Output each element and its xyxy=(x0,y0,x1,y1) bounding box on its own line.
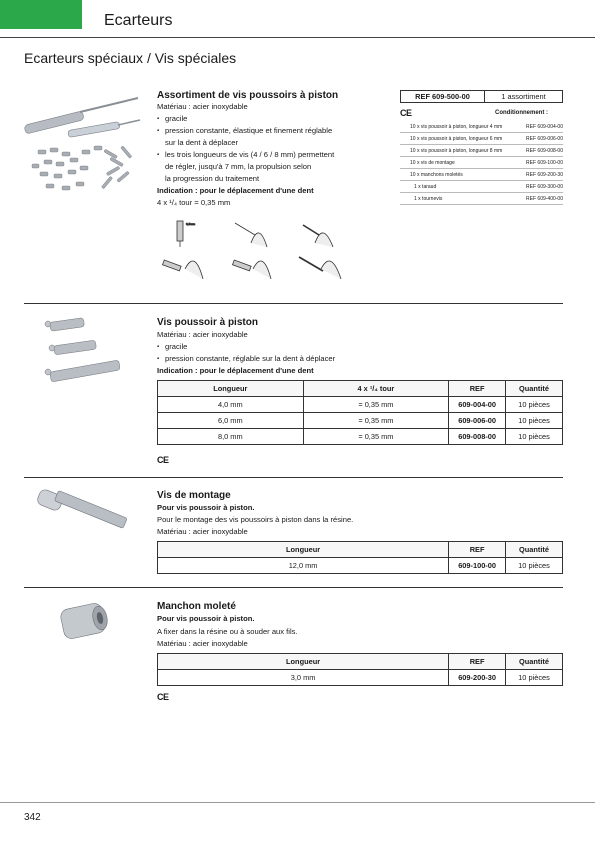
table-row xyxy=(158,397,563,413)
ce-mark-icon: CE xyxy=(400,108,412,118)
list-item: 1 x tournevis REF 609-400-00 xyxy=(400,193,563,205)
table-cell: 10 pièces xyxy=(506,670,563,686)
table-cell: = 0,35 mm xyxy=(303,429,449,445)
piston-screw-6mm-icon xyxy=(49,340,96,355)
column-header: REF xyxy=(449,381,506,397)
section-divider xyxy=(24,587,563,588)
list-item: 10 x vis poussoir à piston, longueur 6 mm REF 609-006-00 xyxy=(400,133,563,145)
mounting-title: Vis de montage xyxy=(157,490,231,501)
piston-title: Vis poussoir à piston xyxy=(157,317,258,328)
sleeve-material: Matériau : acier inoxydable xyxy=(157,639,248,648)
mounting-material: Matériau : acier inoxydable xyxy=(157,527,248,536)
piston-screw-4mm-icon xyxy=(45,318,85,332)
table-row xyxy=(158,558,563,574)
sleeve-subtitle: Pour vis poussoir à piston. xyxy=(157,614,255,623)
usage-step-2-icon xyxy=(235,223,267,247)
assortment-pack: 1 assortiment xyxy=(501,92,546,101)
table-cell: = 0,35 mm xyxy=(303,413,449,429)
table-cell: 8,0 mm xyxy=(158,429,304,445)
table-cell: 609-100-00 xyxy=(449,558,506,574)
tap-icon xyxy=(68,120,140,137)
sleeve-title: Manchon moleté xyxy=(157,601,236,612)
column-header: REF xyxy=(449,654,506,670)
assortment-title: Assortiment de vis poussoirs à piston xyxy=(157,90,339,101)
mounting-screw-image xyxy=(34,488,134,548)
svg-text:0,5mm: 0,5mm xyxy=(186,222,196,226)
section-divider xyxy=(24,477,563,478)
table-cell: 609-200-30 xyxy=(449,670,506,686)
sleeve-description: A fixer dans la résine ou à souder aux fils. xyxy=(157,627,298,636)
assortment-feature: ▪ les trois longueurs de vis (4 / 6 / 8 mm) permettent de régler, jusqu'à 7 mm, la propulsion selon la progression du traitement xyxy=(157,149,334,185)
column-header: Longueur xyxy=(158,542,449,558)
mounting-subtitle: Pour vis poussoir à piston. xyxy=(157,503,255,512)
list-item: 10 x vis poussoir à piston, longueur 8 mm REF 609-008-00 xyxy=(400,145,563,157)
piston-feature-list xyxy=(157,341,335,365)
table-row xyxy=(158,429,563,445)
footer-divider xyxy=(0,802,595,803)
usage-step-3-icon xyxy=(303,225,333,247)
chapter-title: Ecarteurs xyxy=(104,12,173,29)
table-cell: 12,0 mm xyxy=(158,558,449,574)
piston-feature: ▪ gracile xyxy=(157,341,335,353)
piston-screws-image xyxy=(40,312,130,382)
table-cell: 4,0 mm xyxy=(158,397,304,413)
column-header: Quantité xyxy=(506,654,563,670)
assortment-feature-list xyxy=(157,113,334,185)
mounting-screw-icon xyxy=(36,488,127,528)
assortment-feature: ▪ gracile xyxy=(157,113,334,125)
column-header: Quantité xyxy=(506,381,563,397)
usage-step-6-icon xyxy=(299,257,341,279)
column-header: Longueur xyxy=(158,654,449,670)
piston-material: Matériau : acier inoxydable xyxy=(157,330,248,339)
assortment-material: Matériau : acier inoxydable xyxy=(157,102,248,111)
column-header: REF xyxy=(449,542,506,558)
table-cell: = 0,35 mm xyxy=(303,397,449,413)
assortment-turn-text: 4 x ¹/₄ tour = 0,35 mm xyxy=(157,198,231,207)
piston-indication: Indication : pour le déplacement d'une dent xyxy=(157,366,314,375)
list-item: 10 x manchons moletés REF 609-200-30 xyxy=(400,169,563,181)
assortment-ref: REF 609-500-00 xyxy=(401,91,485,102)
piston-screw-8mm-icon xyxy=(45,360,120,382)
ce-mark-icon: CE xyxy=(157,692,169,702)
table-cell: 10 pièces xyxy=(506,397,563,413)
table-header-row xyxy=(158,542,563,558)
knurled-sleeve-icon xyxy=(59,602,109,640)
section-title: Ecarteurs spéciaux / Vis spéciales xyxy=(24,50,237,66)
list-item: 10 x vis de montage REF 609-100-00 xyxy=(400,157,563,169)
table-cell: 609-006-00 xyxy=(449,413,506,429)
table-header-row xyxy=(158,381,563,397)
header-divider xyxy=(0,37,595,38)
table-header-row xyxy=(158,654,563,670)
table-cell: 6,0 mm xyxy=(158,413,304,429)
column-header: Longueur xyxy=(158,381,304,397)
usage-step-1-icon xyxy=(177,221,196,247)
page-number: 342 xyxy=(24,812,41,823)
table-cell: 3,0 mm xyxy=(158,670,449,686)
table-row xyxy=(158,670,563,686)
conditioning-label: Conditionnement : xyxy=(495,110,548,116)
piston-spec-table xyxy=(157,380,563,445)
table-cell: 10 pièces xyxy=(506,558,563,574)
table-cell: 10 pièces xyxy=(506,429,563,445)
ce-mark-icon: CE xyxy=(157,455,169,465)
assortment-feature: ▪ pression constante, élastique et finement réglable sur la dent à déplacer xyxy=(157,125,334,149)
knurled-sleeve-image xyxy=(56,598,116,648)
assortment-ref-box xyxy=(400,90,563,103)
usage-illustrations xyxy=(155,213,355,293)
usage-step-4-icon xyxy=(163,260,203,279)
assortment-product-image xyxy=(20,90,150,210)
assortment-indication: Indication : pour le déplacement d'une dent xyxy=(157,186,314,195)
section-divider xyxy=(24,303,563,304)
column-header: Quantité xyxy=(506,542,563,558)
assortment-contents-list xyxy=(400,121,563,205)
table-cell: 10 pièces xyxy=(506,413,563,429)
chapter-color-tab xyxy=(0,0,82,29)
mounting-spec-table xyxy=(157,541,563,574)
table-cell: 609-004-00 xyxy=(449,397,506,413)
sleeve-spec-table xyxy=(157,653,563,686)
table-cell: 609-008-00 xyxy=(449,429,506,445)
list-item: 10 x vis poussoir à piston, longueur 4 mm REF 609-004-00 xyxy=(400,121,563,133)
usage-step-5-icon xyxy=(233,260,271,279)
list-item: 1 x taraud REF 609-300-00 xyxy=(400,181,563,193)
screws-pile-icon xyxy=(32,146,132,190)
piston-feature: ▪ pression constante, réglable sur la dent à déplacer xyxy=(157,353,335,365)
column-header: 4 x ¹/₄ tour xyxy=(303,381,449,397)
table-row xyxy=(158,413,563,429)
mounting-description: Pour le montage des vis poussoirs à piston dans la résine. xyxy=(157,515,354,524)
